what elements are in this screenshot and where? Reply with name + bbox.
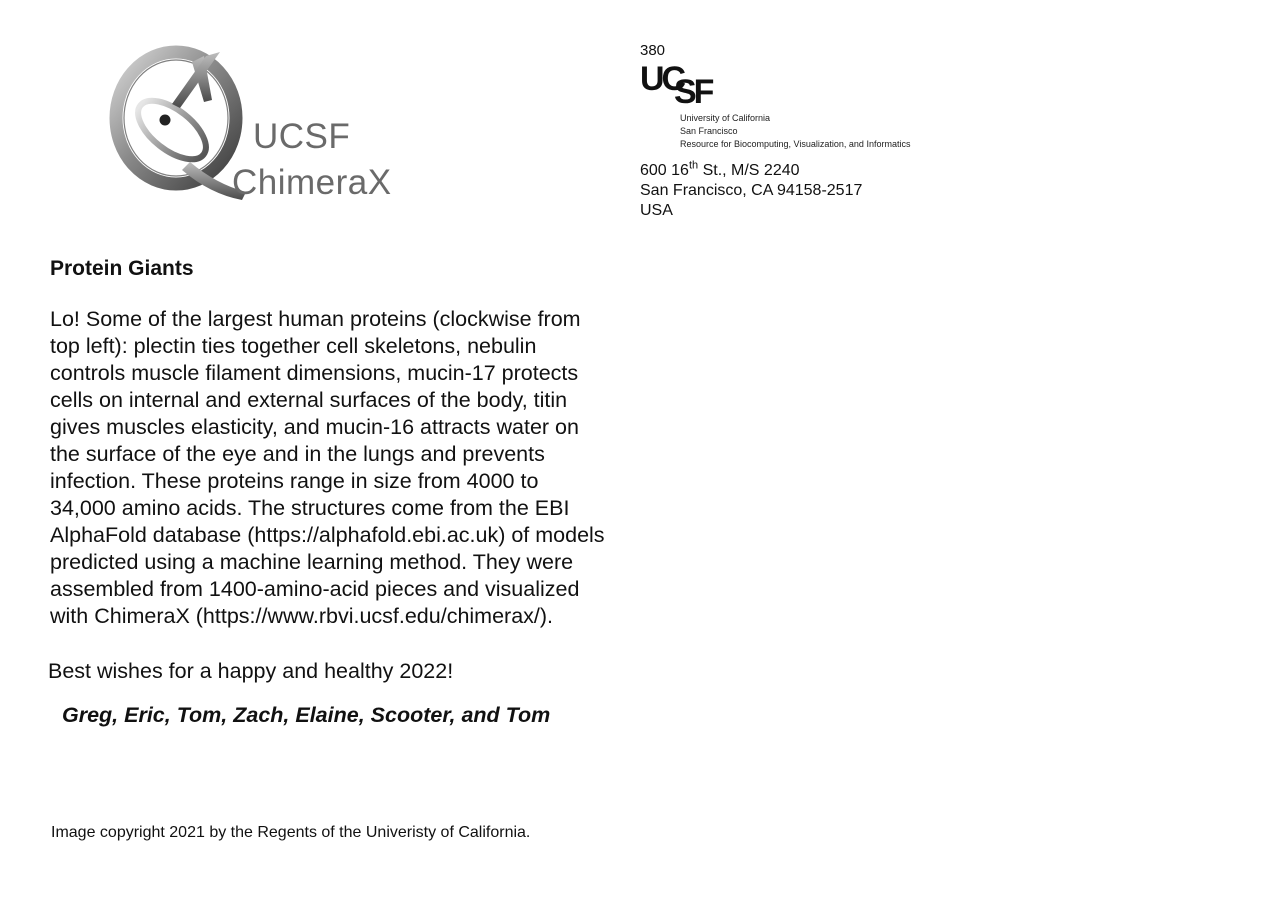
logo-text-ucsf: UCSF	[253, 117, 351, 156]
street-address	[640, 161, 940, 221]
body-line: top left): plectin ties together cell skeletons, nebulin	[50, 334, 537, 358]
card-body	[50, 306, 690, 630]
street-suffix: St., M/S 2240	[698, 162, 800, 179]
body-line: gives muscles elasticity, and mucin-16 attracts water on	[50, 415, 579, 439]
street-prefix: 600 16	[640, 162, 689, 179]
body-line: AlphaFold database (https://alphafold.ebi.ac.uk) of models	[50, 523, 605, 547]
body-line: predicted using a machine learning method. They were	[50, 550, 574, 574]
body-line: the surface of the eye and in the lungs and prevents	[50, 442, 545, 466]
ucsf-logo-uc: UC	[640, 60, 684, 98]
body-line: cells on internal and external surfaces of the body, titin	[50, 388, 568, 412]
org-line: San Francisco	[680, 126, 738, 136]
ucsf-org-lines	[680, 112, 940, 151]
chimerax-logo	[108, 44, 418, 208]
street-sup: th	[688, 159, 699, 172]
country-line: USA	[640, 202, 673, 219]
ucsf-logo	[640, 62, 940, 110]
logo-text-chimerax: ChimeraX	[232, 163, 392, 202]
body-line: Lo! Some of the largest human proteins (clockwise from	[50, 307, 581, 331]
card-title: Protein Giants	[50, 257, 194, 280]
ucsf-logo-sf: SF	[674, 73, 712, 111]
city-line: San Francisco, CA 94158-2517	[640, 182, 863, 199]
body-line: 34,000 amino acids. The structures come from the EBI	[50, 496, 570, 520]
signature: Greg, Eric, Tom, Zach, Elaine, Scooter, and Tom	[62, 703, 551, 727]
wishes-text: Best wishes for a happy and healthy 2022!	[48, 659, 454, 683]
room-number: 380	[640, 42, 666, 59]
address-block	[640, 42, 940, 221]
body-line: assembled from 1400-amino-acid pieces and visualized	[50, 577, 580, 601]
body-line: with ChimeraX (https://www.rbvi.ucsf.edu/chimerax/).	[50, 604, 554, 628]
copyright-notice: Image copyright 2021 by the Regents of the Univeristy of California.	[51, 824, 531, 841]
org-line: University of California	[680, 113, 771, 123]
org-line: Resource for Biocomputing, Visualization, and Informatics	[680, 139, 911, 149]
street-line	[640, 161, 940, 181]
body-line: controls muscle filament dimensions, mucin-17 protects	[50, 361, 579, 385]
body-line: infection. These proteins range in size from 4000 to	[50, 469, 539, 493]
